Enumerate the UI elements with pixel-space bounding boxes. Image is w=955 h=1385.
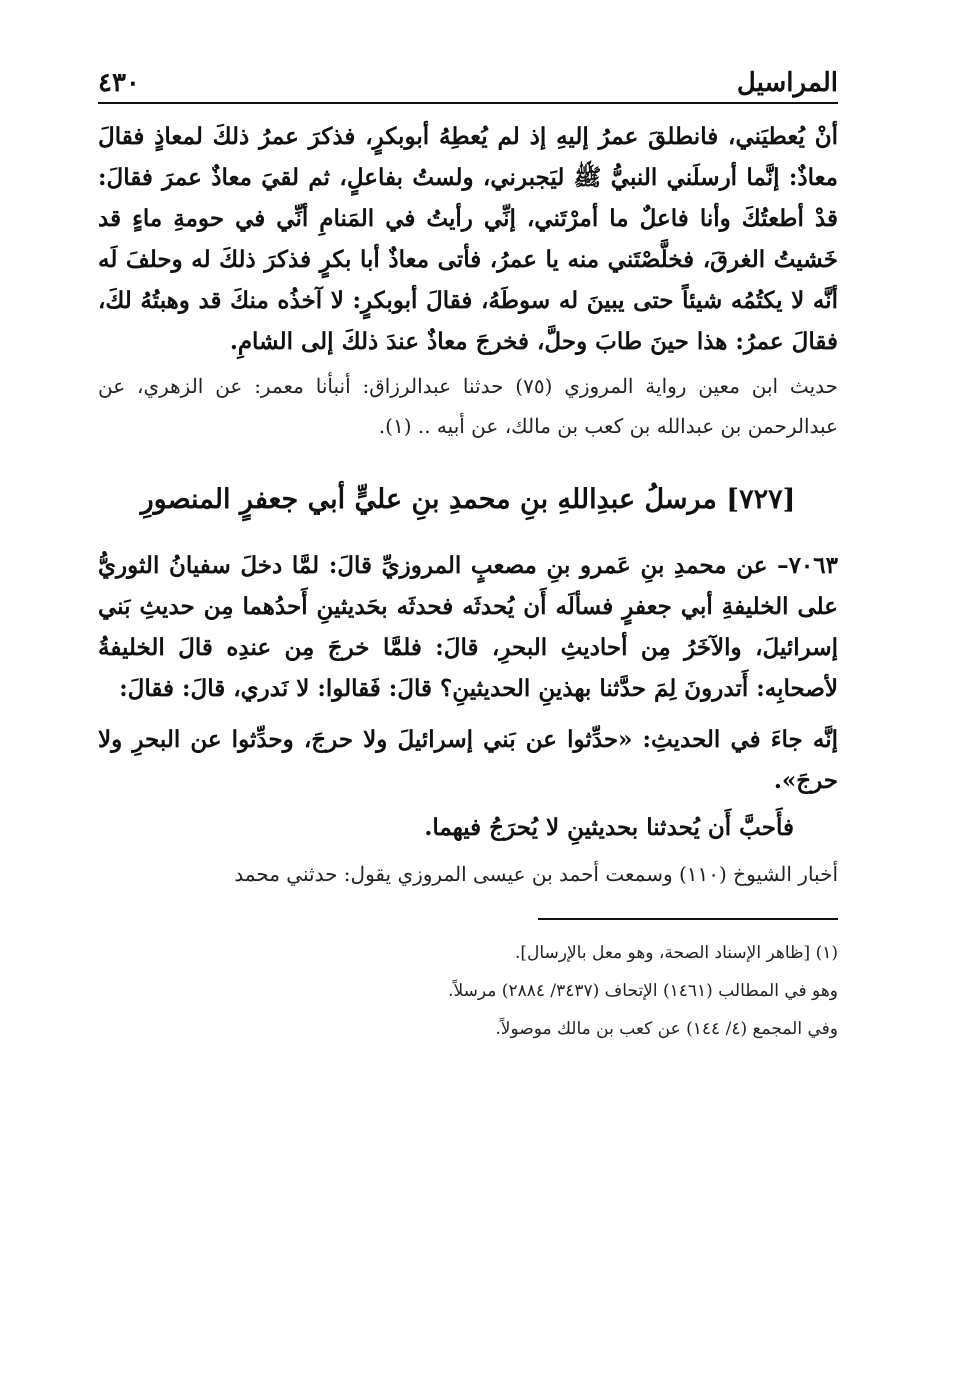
footnote-line: وفي المجمع (٤/ ١٤٤) عن كعب بن مالك موصولاً. (495, 1019, 838, 1039)
running-header (98, 60, 838, 104)
paragraph-main: أنْ يُعطيَني، فانطلقَ عمرُ إليهِ إذ لم يُعطِهُ أبوبكرٍ، فذكرَ عمرُ ذلكَ لمعاذٍ فقالَ معاذٌ: إنَّما أرسلَني النبيُّ ﷺ ليَجبرني، ولستُ بفاعلٍ، ثم لقيَ معاذٌ عمرَ فقالَ: قدْ أطعتُكَ وأنا فاعلٌ ما أمرْتَني، إنِّي رأيتُ في المَنامِ أنِّي في حومةِ ماءٍ قد خَشيتُ الغرقَ، فخلَّصْتَني منه يا عمرُ، فأتى معاذٌ أبا بكرٍ فذكرَ ذلكَ له وحلفَ لَه أنَّه لا يكتُمُه شيئاً حتى يبينَ له سوطَهُ، فقالَ أبوبكرٍ: لا آخذُه منكَ قد وهبتُهُ لكَ، فقالَ عمرُ: هذا حينَ طابَ وحلَّ، فخرجَ معاذٌ عندَ ذلكَ إلى الشامِ. (98, 123, 838, 355)
footnote-divider (538, 918, 838, 920)
footnotes (98, 934, 838, 1048)
page (98, 60, 838, 1360)
header-title: المراسيل (736, 68, 838, 98)
chapter-heading: [٧٢٧] مرسلُ عبدِاللهِ بنِ محمدِ بنِ عليٍّ أبي جعفرٍ المنصورِ (140, 484, 796, 515)
page-number: ٤٣٠ (98, 68, 140, 98)
hadith-paragraph: ٧٠٦٣– عن محمدِ بنِ عَمرو بنِ مصعبٍ المروزيِّ قالَ: لمَّا دخلَ سفيانُ الثوريُّ على الخليفةِ أبي جعفرٍ فسألَه أَن يُحدثَه فحدثَه بحَديثينِ أَحدُهما مِن حديثِ بَني إسرائيلَ، والآخَرُ مِن أحاديثِ البحرِ، قالَ: فلمَّا خرجَ مِن عندِه قالَ الخليفةُ لأصحابِه: أَتدرونَ لِمَ حدَّثنا بهذينِ الحديثينِ؟ قالَ: فَقالوا: لا نَدري، قالَ: فقالَ: (98, 552, 838, 702)
conclusion-paragraph: فأَحبَّ أَن يُحدثنا بحديثينِ لا يُحرَجُ فيهما. (424, 814, 794, 841)
footnote-line: وهو في المطالب (١٤٦١) الإتحاف (٣٤٣٧/ ٢٨٨٤) مرسلاً. (448, 981, 838, 1001)
source-citation: حديث ابن معين رواية المروزي (٧٥) حدثنا عبدالرزاق: أنبأنا معمر: عن الزهري، عن عبدالرحمن بن عبدالله بن كعب بن مالك، عن أبيه .. (١). (98, 374, 838, 438)
quote-paragraph: إنَّه جاءَ في الحديثِ: «حدِّثوا عن بَني إسرائيلَ ولا حرجَ، وحدِّثوا عن البحرِ ولا حرجَ». (98, 726, 838, 794)
source-citation-2: أخبار الشيوخ (١١٠) وسمعت أحمد بن عيسى المروزي يقول: حدثني محمد (234, 862, 838, 886)
footnote-line: (١) [ظاهر الإسناد الصحة، وهو معل بالإرسال]. (514, 943, 838, 963)
